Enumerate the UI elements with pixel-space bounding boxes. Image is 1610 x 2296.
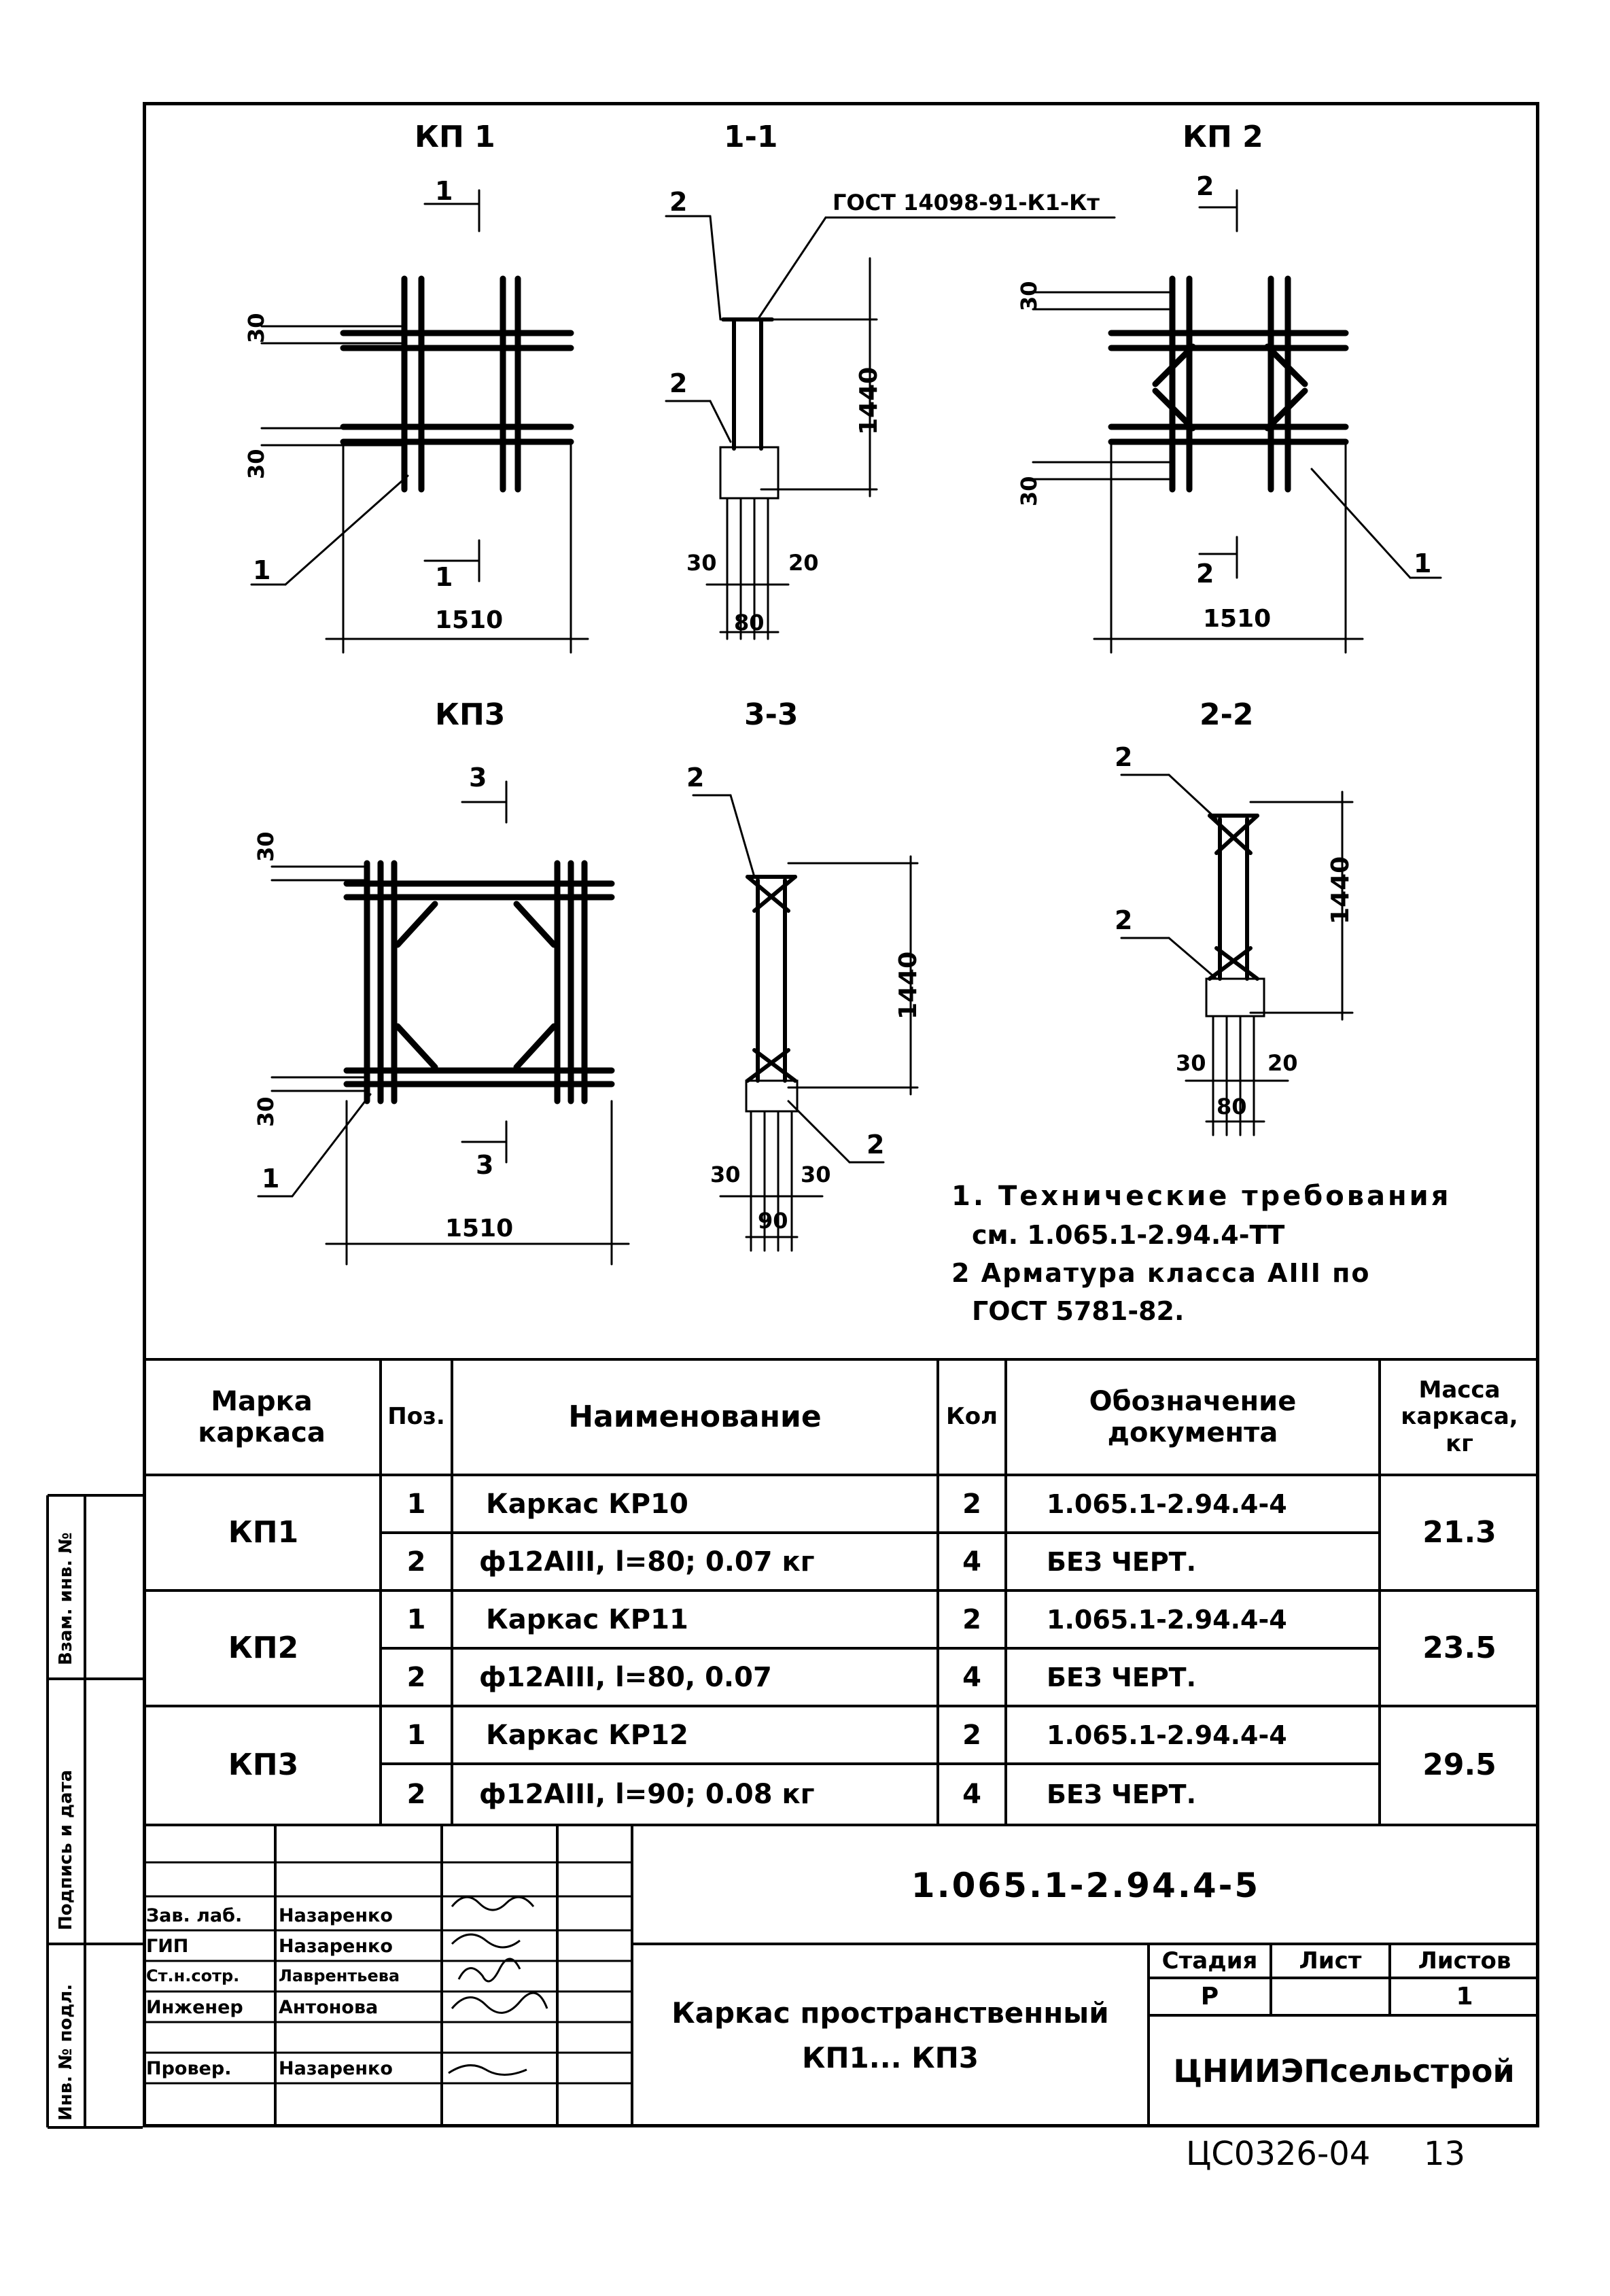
note-1-line-2: см. 1.065.1-2.94.4-ТТ [972, 1220, 1285, 1250]
table-row-qty: 4 [962, 1661, 981, 1693]
kp2-dim-30-bottom: 30 [1016, 476, 1042, 506]
kp2-section-mark-top: 2 [1196, 171, 1214, 201]
s33-dim-1440: 1440 [894, 951, 922, 1020]
row-mass-kp2: 23.5 [1422, 1630, 1497, 1665]
stamp-sign-date: Подпись и дата [56, 1769, 76, 1930]
sign-name: Назаренко [279, 1905, 393, 1926]
table-row-qty: 2 [962, 1488, 981, 1520]
table-row-name: Каркас КР12 [486, 1719, 688, 1751]
header-name: Наименование [568, 1399, 822, 1434]
note-2-line-1: 2 Арматура класса АIII по [951, 1258, 1371, 1288]
table-row-name: ф12АIII, l=80, 0.07 [479, 1661, 772, 1693]
organization-name: ЦНИИЭПсельстрой [1173, 2053, 1515, 2090]
s22-pos-2-top: 2 [1115, 742, 1133, 772]
s22-dim-80: 80 [1217, 1094, 1247, 1119]
sign-role: Ст.н.сотр. [146, 1966, 240, 1985]
section-2-2-title: 2-2 [1200, 697, 1254, 732]
s11-dim-30: 30 [686, 550, 717, 576]
table-row-qty: 4 [962, 1779, 981, 1810]
s33-pos-2-top: 2 [686, 763, 705, 793]
header-pos: Поз. [387, 1403, 445, 1431]
drawing-title-line-1: Каркас пространственный [671, 1996, 1109, 2030]
table-row-doc: 1.065.1-2.94.4-4 [1047, 1604, 1287, 1635]
table-row-name: ф12АIII, l=80; 0.07 кг [479, 1546, 815, 1578]
stamp-inv-replaced: Взам. инв. № [56, 1532, 76, 1665]
header-doc: Обозначение документа [1089, 1386, 1297, 1448]
sheet-label: Лист [1299, 1947, 1362, 1975]
s22-dim-20: 20 [1267, 1050, 1298, 1076]
table-row-name: Каркас КР10 [486, 1488, 688, 1520]
kp3-dim-30-bottom: 30 [253, 1096, 279, 1127]
footer-page: 13 [1424, 2135, 1466, 2173]
section-3-3-title: 3-3 [744, 697, 799, 732]
sign-name: Назаренко [279, 2058, 393, 2079]
table-row-qty: 2 [962, 1603, 981, 1635]
s11-dim-1440: 1440 [855, 366, 883, 435]
header-mark: Марка каркаса [198, 1386, 326, 1448]
s11-dim-80: 80 [734, 610, 765, 636]
kp2-section-mark-bottom: 2 [1196, 559, 1214, 589]
kp2-dim-30-top: 30 [1016, 281, 1042, 311]
footer-code: ЦС0326-04 [1186, 2135, 1371, 2173]
sign-role: Зав. лаб. [146, 1905, 243, 1926]
sign-role: Инженер [146, 1997, 243, 2018]
kp1-title: КП 1 [415, 120, 495, 154]
drawing-title [632, 1944, 1149, 2127]
s22-dim-1440: 1440 [1327, 856, 1354, 924]
sheets-value: 1 [1456, 1982, 1473, 2011]
kp3-section-mark-top: 3 [469, 763, 487, 793]
row-mass-kp1: 21.3 [1422, 1514, 1497, 1550]
table-row-pos: 2 [406, 1779, 426, 1810]
kp1-section-mark-top: 1 [435, 176, 453, 206]
kp3-pos-1-label: 1 [262, 1164, 280, 1194]
s33-dim-30-right: 30 [801, 1162, 831, 1187]
kp2-title: КП 2 [1183, 120, 1263, 154]
kp1-section-mark-bottom: 1 [435, 562, 453, 592]
s22-pos-2-mid: 2 [1115, 905, 1133, 935]
stamp-inv-orig: Инв. № подл. [56, 1983, 76, 2121]
kp2-pos-1-label: 1 [1414, 549, 1432, 578]
s33-dim-30-left: 30 [710, 1162, 741, 1187]
row-mark-kp3: КП3 [228, 1747, 299, 1783]
table-row-doc: 1.065.1-2.94.4-4 [1047, 1720, 1287, 1750]
s22-dim-30: 30 [1176, 1050, 1206, 1076]
table-row-pos: 1 [406, 1719, 426, 1751]
kp3-section-mark-bottom: 3 [476, 1150, 494, 1180]
kp3-dim-1510: 1510 [445, 1215, 514, 1242]
kp1-dim-30-bottom: 30 [243, 449, 269, 479]
sheets-label: Листов [1418, 1947, 1511, 1975]
kp1-pos-1-label: 1 [253, 555, 271, 585]
sign-name: Антонова [279, 1997, 379, 2018]
kp3-title: КП3 [435, 697, 506, 732]
sign-name: Лаврентьева [279, 1966, 400, 1985]
table-row-doc: БЕЗ ЧЕРТ. [1047, 1779, 1197, 1809]
table-row-qty: 2 [962, 1719, 981, 1751]
kp1-plan [343, 279, 571, 489]
gost-callout: ГОСТ 14098-91-К1-Кт [833, 190, 1100, 215]
stage-label: Стадия [1161, 1947, 1258, 1975]
s33-pos-2-bottom: 2 [867, 1130, 885, 1160]
sign-name: Назаренко [279, 1936, 393, 1957]
signatures-scribbles [449, 1897, 547, 2074]
row-mark-kp1: КП1 [228, 1514, 299, 1550]
sheet-value [1271, 1978, 1390, 2015]
stage-value: Р [1200, 1982, 1219, 2011]
sign-role: Провер. [146, 2058, 232, 2079]
drawing-title-line-2: КП1... КП3 [802, 2041, 979, 2074]
table-row-pos: 1 [406, 1603, 426, 1635]
s33-dim-90: 90 [758, 1208, 788, 1234]
kp3-dim-30-top: 30 [253, 831, 279, 862]
sign-role: ГИП [146, 1936, 189, 1957]
kp1-dim-30-top: 30 [243, 313, 269, 343]
row-mark-kp2: КП2 [228, 1630, 299, 1665]
note-2-line-2: ГОСТ 5781-82. [972, 1296, 1185, 1326]
kp2-dim-1510: 1510 [1203, 605, 1272, 633]
header-qty: Кол [945, 1403, 998, 1431]
notes [951, 1183, 1451, 1324]
s11-pos-2-top: 2 [669, 187, 688, 217]
row-mass-kp3: 29.5 [1422, 1747, 1497, 1783]
note-1-line-1: 1. Технические требования [951, 1181, 1452, 1212]
table-row-name: ф12АIII, l=90; 0.08 кг [479, 1779, 815, 1810]
table-row-pos: 1 [406, 1488, 426, 1520]
kp1-dim-1510: 1510 [435, 606, 504, 634]
header-mass: Масса каркаса, кг [1401, 1376, 1518, 1457]
table-row-doc: БЕЗ ЧЕРТ. [1047, 1546, 1197, 1577]
table-row-pos: 2 [406, 1661, 426, 1693]
table-row-qty: 4 [962, 1546, 981, 1578]
section-1-1-title: 1-1 [724, 120, 778, 154]
table-row-doc: 1.065.1-2.94.4-4 [1047, 1489, 1287, 1519]
table-row-pos: 2 [406, 1546, 426, 1578]
table-row-doc: БЕЗ ЧЕРТ. [1047, 1662, 1197, 1692]
table-row-name: Каркас КР11 [486, 1603, 688, 1635]
s11-pos-2-mid: 2 [669, 368, 688, 398]
s11-dim-20: 20 [788, 550, 819, 576]
doc-number: 1.065.1-2.94.4-5 [911, 1866, 1261, 1906]
